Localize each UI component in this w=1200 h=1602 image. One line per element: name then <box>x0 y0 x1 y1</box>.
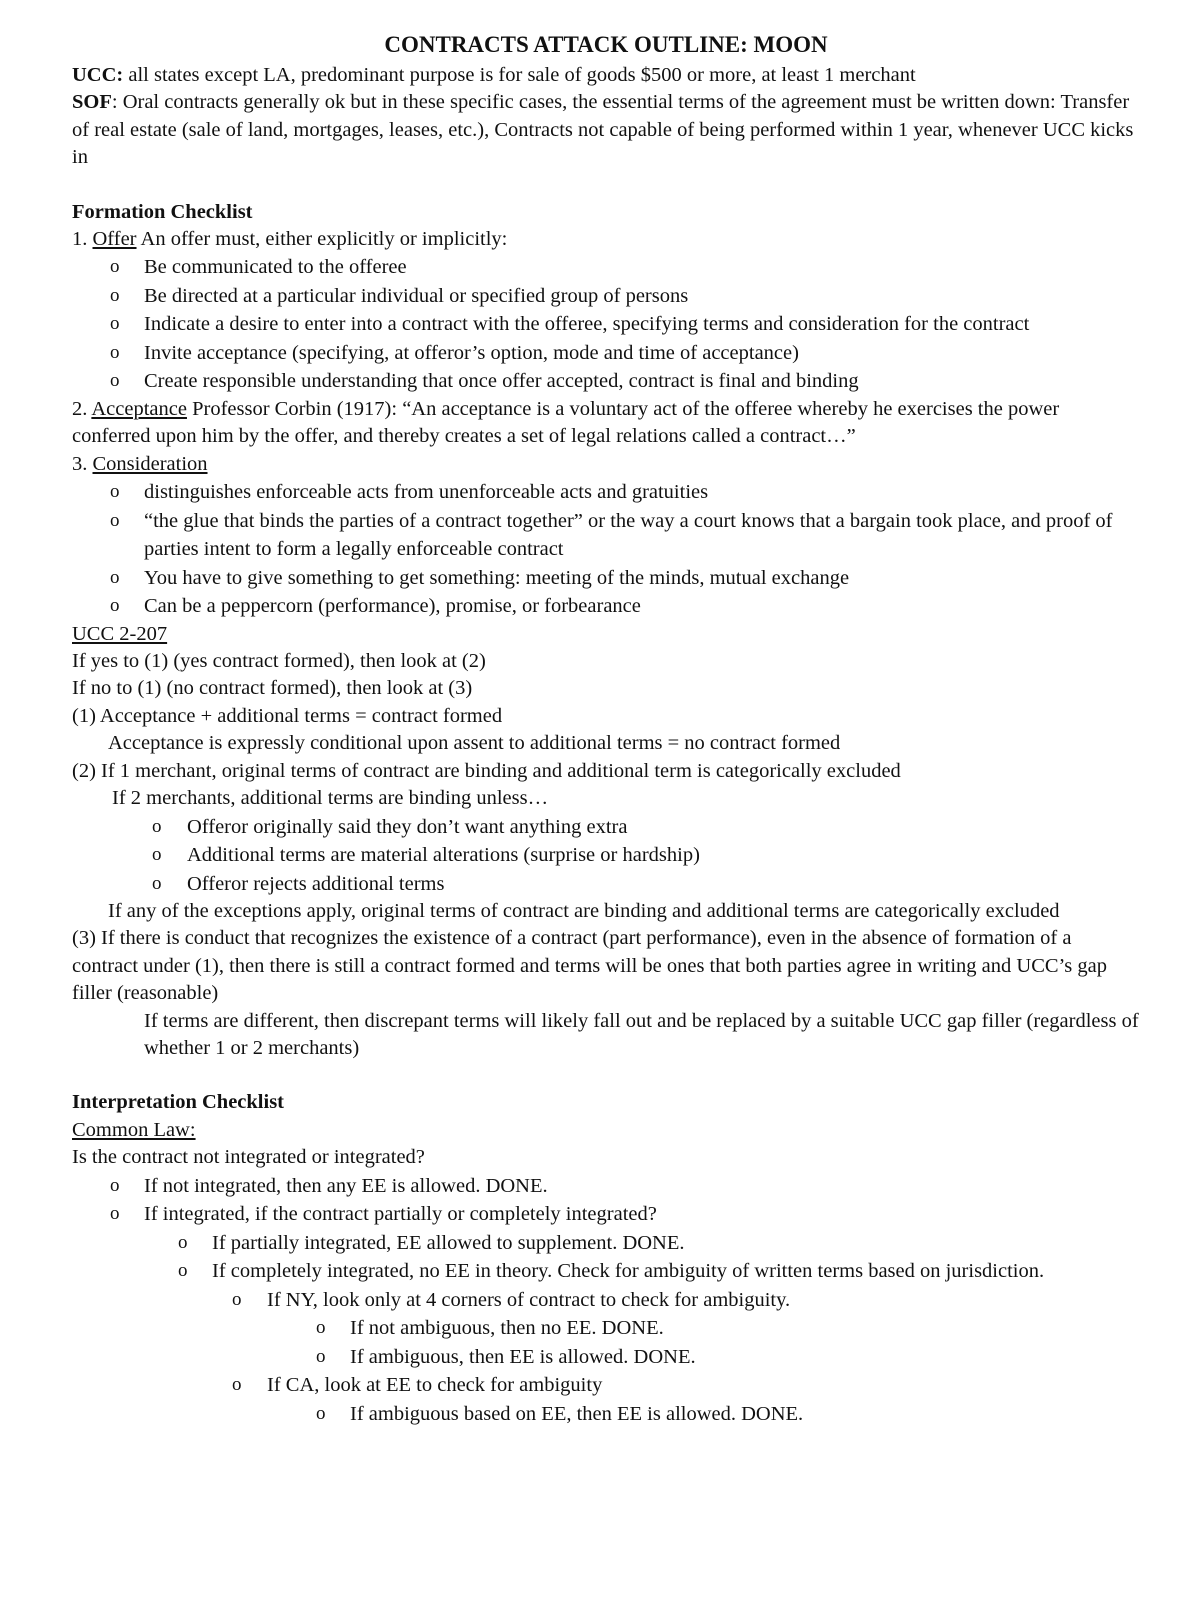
list-item-text: If not integrated, then any EE is allowed. DONE. <box>144 1174 548 1197</box>
interpretation-sublist <box>72 1229 1140 1286</box>
bullet-marker: o <box>316 1402 326 1424</box>
consideration-number: 3. <box>72 452 93 475</box>
bullet-marker: o <box>110 1174 120 1196</box>
list-item-text: If NY, look only at 4 corners of contract to check for ambiguity. <box>267 1288 791 1311</box>
list-item-text: If completely integrated, no EE in theory. Check for ambiguity of written terms based on jurisdiction. <box>212 1260 1045 1283</box>
acceptance-line <box>72 396 1140 451</box>
list-item-text: If integrated, if the contract partially or completely integrated? <box>144 1203 657 1226</box>
acceptance-text: Professor Corbin (1917): “An acceptance is a voluntary act of the offeree whereby he exercises the power conferred upon him by the offer, and thereby creates a set of legal relations called a contract…” <box>72 397 1060 448</box>
list-item-text: Create responsible understanding that once offer accepted, contract is final and binding <box>144 370 859 393</box>
sof-text: : Oral contracts generally ok but in these specific cases, the essential terms of the agreement must be written down: Transfer of real estate (sale of land, mortgages, leases, etc.), Contracts not capable of being performed within 1 year, whenever UCC kicks in <box>72 91 1134 169</box>
list-item-text: Offeror originally said they don’t want anything extra <box>187 815 628 838</box>
list-item <box>72 1400 1140 1429</box>
bullet-marker: o <box>232 1288 242 1310</box>
ucc-2207-line: If 2 merchants, additional terms are binding unless… <box>112 787 549 810</box>
list-item <box>72 1371 1140 1400</box>
bullet-marker: o <box>110 341 120 363</box>
ca-list <box>72 1400 1140 1429</box>
list-item-text: You have to give something to get something: meeting of the minds, mutual exchange <box>144 566 850 589</box>
interpretation-list <box>72 1172 1140 1229</box>
jurisdiction-list <box>72 1371 1140 1400</box>
ucc-2207-line: If no to (1) (no contract formed), then look at (3) <box>72 677 473 700</box>
bullet-marker: o <box>178 1231 188 1253</box>
ucc-label: UCC: <box>72 64 124 86</box>
list-item <box>72 253 1140 282</box>
list-item <box>72 813 1140 842</box>
list-item <box>72 310 1140 339</box>
bullet-marker: o <box>110 370 120 392</box>
bullet-marker: o <box>178 1260 188 1282</box>
list-item <box>72 282 1140 311</box>
list-item-text: distinguishes enforceable acts from unenforceable acts and gratuities <box>144 481 709 504</box>
offer-text: An offer must, either explicitly or implicitly: <box>136 228 508 251</box>
document-title: CONTRACTS ATTACK OUTLINE: MOON <box>384 32 828 57</box>
bullet-marker: o <box>152 844 162 865</box>
bullet-marker: o <box>110 509 120 531</box>
ucc-2207-line: If terms are different, then discrepant terms will likely fall out and be replaced by a suitable UCC gap filler (regardless of whether 1 or 2 merchants) <box>144 1009 1139 1060</box>
list-item-text: Can be a peppercorn (performance), promise, or forbearance <box>144 595 641 618</box>
list-item <box>72 1172 1140 1201</box>
bullet-marker: o <box>110 566 120 588</box>
consideration-list <box>72 478 1140 621</box>
exceptions-list <box>72 813 1140 899</box>
ucc-2207-heading: UCC 2-207 <box>72 622 168 645</box>
list-item-text: If partially integrated, EE allowed to supplement. DONE. <box>212 1231 685 1254</box>
bullet-marker: o <box>110 256 120 278</box>
bullet-marker: o <box>316 1345 326 1367</box>
integration-question: Is the contract not integrated or integrated? <box>72 1146 425 1169</box>
bullet-marker: o <box>316 1317 326 1339</box>
ny-list <box>72 1314 1140 1371</box>
list-item-text: If ambiguous based on EE, then EE is allowed. DONE. <box>350 1402 804 1425</box>
acceptance-number: 2. <box>72 397 92 420</box>
list-item <box>72 870 1140 899</box>
ucc-paragraph <box>72 62 1140 89</box>
bullet-marker: o <box>110 313 120 335</box>
list-item <box>72 1343 1140 1372</box>
list-item <box>72 478 1140 507</box>
list-item <box>72 592 1140 621</box>
ucc-2207-line: (2) If 1 merchant, original terms of contract are binding and additional term is categorically excluded <box>72 759 901 782</box>
offer-label: Offer <box>92 228 137 251</box>
bullet-marker: o <box>110 595 120 617</box>
list-item-text: If not ambiguous, then no EE. DONE. <box>350 1317 664 1340</box>
list-item-text: Indicate a desire to enter into a contract with the offeree, specifying terms and consideration for the contract <box>144 313 1030 336</box>
list-item-text: Additional terms are material alterations (surprise or hardship) <box>187 844 700 866</box>
list-item <box>72 339 1140 368</box>
bullet-marker: o <box>232 1374 242 1396</box>
ucc-2207-line: Acceptance is expressly conditional upon assent to additional terms = no contract formed <box>108 732 841 755</box>
formation-heading: Formation Checklist <box>72 200 253 223</box>
list-item <box>72 564 1140 593</box>
list-item-text: Invite acceptance (specifying, at offeror’s option, mode and time of acceptance) <box>144 341 799 364</box>
list-item <box>72 1314 1140 1343</box>
list-item-text: Offeror rejects additional terms <box>187 872 445 895</box>
bullet-marker: o <box>152 815 162 837</box>
list-item-text: “the glue that binds the parties of a contract together” or the way a court knows that a bargain took place, and proof of parties intent to form a legally enforceable contract <box>144 509 1113 561</box>
list-item <box>72 1229 1140 1258</box>
consideration-line <box>72 451 1140 478</box>
list-item <box>72 841 1140 870</box>
list-item-text: Be communicated to the offeree <box>144 256 407 279</box>
list-item <box>72 1286 1140 1315</box>
sof-paragraph <box>72 89 1140 171</box>
ucc-2207-line: (3) If there is conduct that recognizes the existence of a contract (part performance), even in the absence of formation of a contract under (1), then there is still a contract formed and terms will be ones that both parties agree in writing and UCC’s gap filler (reasonable) <box>72 927 1107 1005</box>
offer-number: 1. <box>72 228 93 251</box>
bullet-marker: o <box>152 872 162 894</box>
list-item <box>72 1257 1140 1286</box>
consideration-label: Consideration <box>92 452 208 475</box>
bullet-marker: o <box>110 481 120 503</box>
sof-label: SOF <box>72 91 112 114</box>
interpretation-heading: Interpretation Checklist <box>72 1091 285 1114</box>
list-item-text: If ambiguous, then EE is allowed. DONE. <box>350 1345 696 1368</box>
acceptance-label: Acceptance <box>91 397 187 420</box>
list-item <box>72 367 1140 396</box>
ucc-text: all states except LA, predominant purpose is for sale of goods $500 or more, at least 1 merchant <box>123 64 916 86</box>
jurisdiction-list <box>72 1286 1140 1315</box>
offer-list <box>72 253 1140 396</box>
offer-line <box>72 226 1140 253</box>
ucc-2207-line: If yes to (1) (yes contract formed), then look at (2) <box>72 650 486 673</box>
common-law-label: Common Law: <box>72 1118 196 1141</box>
ucc-2207-line: (1) Acceptance + additional terms = contract formed <box>72 704 503 727</box>
list-item <box>72 1200 1140 1229</box>
ucc-2207-line: If any of the exceptions apply, original terms of contract are binding and additional terms are categorically excluded <box>108 900 1060 922</box>
bullet-marker: o <box>110 1203 120 1225</box>
bullet-marker: o <box>110 284 120 306</box>
list-item-text: Be directed at a particular individual or specified group of persons <box>144 284 689 307</box>
list-item <box>72 507 1140 564</box>
list-item-text: If CA, look at EE to check for ambiguity <box>267 1374 603 1397</box>
